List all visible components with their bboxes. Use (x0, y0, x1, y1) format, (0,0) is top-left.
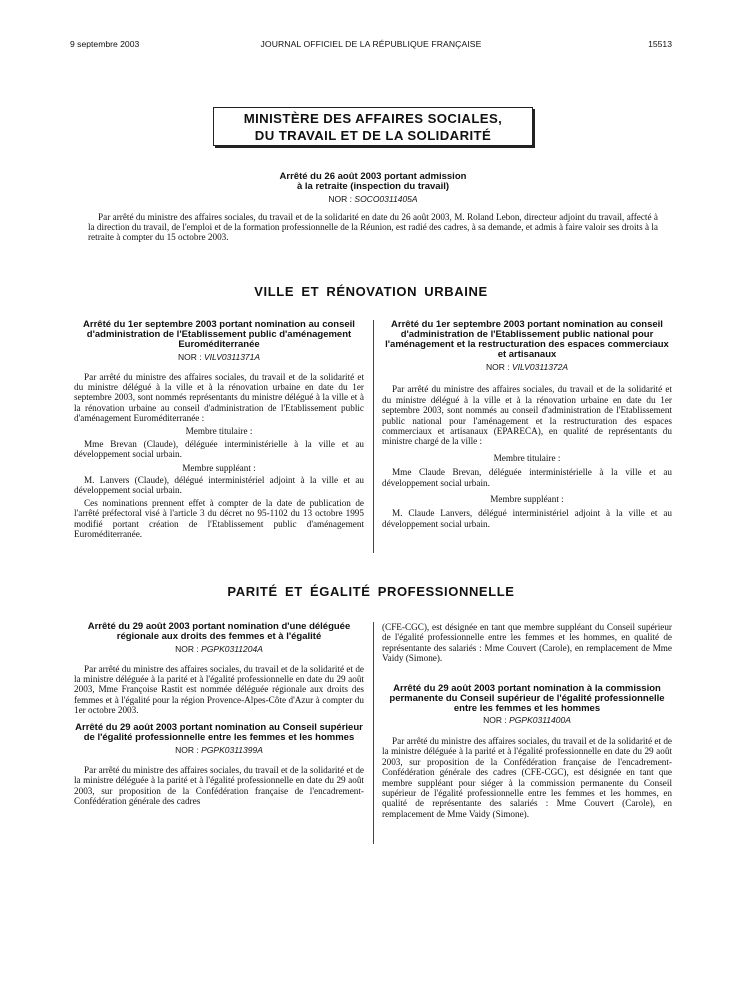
body-paragraph: Par arrêté du ministre des affaires sociales, du travail et de la solidarité et de la ministre déléguée à la parité et à l'égalité professionnelle en date du 29 août 2003, sur proposition de la Confédération française de l'encadrement-Confédération générale des cadres (CFE-CGC), est désignée en tant que membre suppléant pour siéger à la commission permanente du Conseil supérieur de l'égalité professionnelle entre les femmes et les hommes, en qualité de représentante des salariés : Mme Couvert (Carole), en remplacement de Mme Vaidy (Simone). (382, 736, 672, 819)
nor-code: VILV0311371A (203, 351, 261, 362)
ministry-heading-line2: DU TRAVAIL ET DE LA SOLIDARITÉ (254, 128, 492, 143)
arrete-title (88, 172, 658, 192)
journal-title: JOURNAL OFFICIEL DE LA RÉPUBLIQUE FRANÇAISE (260, 39, 482, 49)
body-paragraph-continued: (CFE-CGC), est désignée en tant que membre suppléant du Conseil supérieur de l'égalité professionnelle entre les femmes et les hommes, en qualité de représentante des salariés : Mme Couvert (Carole), en remplacement de Mme Vaidy (Simone). (382, 622, 672, 664)
arrete-title-line2: à la retraite (inspection du travail) (296, 180, 450, 192)
nor-code: VILV0311372A (511, 361, 569, 372)
nor-reference (74, 746, 364, 756)
body-paragraph: Par arrêté du ministre des affaires sociales, du travail et de la solidarité et du ministre délégué à la ville et à la rénovation urbaine en date du 1er septembre 2003, sont nommés représentants du ministre délégué à la ville et à la rénovation urbaine au conseil d'administration de l'Etablissement public d'aménagement Euroméditerranée : (74, 371, 364, 424)
nor-label: NOR : (483, 715, 507, 726)
parite-right-column (382, 622, 672, 819)
arrete-conseil-superieur (74, 723, 364, 806)
arrete-deleguee-regionale (74, 622, 364, 715)
arrete-body: Par arrêté du ministre des affaires sociales, du travail et de la solidarité en date du 26 août 2003, M. Roland Lebon, directeur adjoint du travail, affecté à la direction du travail, de l'emploi et de la formation professionnelle de la Réunion, est radié des cadres, à sa demande, et admis à faire valoir ses droits à la retraite à compter du 15 octobre 2003. (88, 211, 658, 243)
arrete-commission-permanente (382, 684, 672, 820)
nor-code: PGPK0311400A (509, 715, 571, 726)
column-divider (373, 320, 374, 553)
ministry-heading-box (213, 107, 533, 146)
nor-label: NOR : (328, 193, 353, 204)
nor-reference (382, 363, 672, 373)
page-number: 15513 (648, 39, 672, 49)
body-paragraph: Par arrêté du ministre des affaires sociales, du travail et de la solidarité et de la ministre déléguée à la parité et à l'égalité professionnelle en date du 29 août 2003, Mme Françoise Rastit est nommée déléguée régionale aux droits des femmes et à l'égalité pour la région Provence-Alpes-Côte d'Azur à compter du 1er octobre 2003. (74, 663, 364, 716)
nor-reference (88, 195, 658, 205)
body-paragraph: M. Claude Lanvers, délégué interministériel adjoint à la ville et au développement social urbain. (382, 508, 672, 529)
membre-titulaire-label: Membre titulaire : (493, 452, 561, 463)
arrete-title: Arrêté du 29 août 2003 portant nomination au Conseil supérieur de l'égalité professionnelle entre les femmes et les hommes (75, 722, 363, 744)
arrete-title-line1: Arrêté du 26 août 2003 portant admission (279, 171, 467, 182)
arrete-title: Arrêté du 1er septembre 2003 portant nomination au conseil d'administration de l'Etablissement public national pour l'aménagement et la restructuration des espaces commerciaux et artisanaux (385, 319, 669, 360)
arrete-title: Arrêté du 1er septembre 2003 portant nomination au conseil d'administration de l'Etablissement public d'aménagement Euroméditerranée (83, 319, 355, 350)
page-header (70, 40, 672, 52)
body-paragraph: Ces nominations prennent effet à compter de la date de publication de l'arrêté préfectoral visé à l'article 3 du décret no 95-1102 du 13 octobre 1995 modifié portant création de l'Etablissement public d'aménagement Euroméditerranée. (74, 497, 364, 539)
nor-reference (74, 645, 364, 655)
nor-label: NOR : (485, 361, 510, 372)
nor-label: NOR : (177, 351, 202, 362)
parite-left-column (74, 622, 364, 807)
nor-label: NOR : (175, 745, 199, 756)
membre-suppleant-label: Membre suppléant : (182, 462, 256, 473)
body-paragraph: Par arrêté du ministre des affaires sociales, du travail et de la solidarité et du ministre délégué à la ville et à la rénovation urbaine en date du 1er septembre 2003, sont nommés au conseil d'administration de l'Etablissement public national pour l'aménagement et la restructuration des espaces commerciaux et artisanaux (EPARECA), en qualité de représentants du ministre chargé de la ville : (382, 384, 672, 447)
header-date: 9 septembre 2003 (70, 39, 140, 49)
body-paragraph: Mme Brevan (Claude), déléguée interministérielle à la ville et au développement social urbain. (74, 438, 364, 460)
body-paragraph: M. Lanvers (Claude), délégué interministériel adjoint à la ville et au développement social urbain. (74, 475, 364, 496)
nor-code: SOCO0311405A (354, 193, 418, 204)
nor-code: PGPK0311399A (201, 745, 263, 756)
body-paragraph: Mme Claude Brevan, déléguée interministérielle à la ville et au développement social urbain. (382, 467, 672, 488)
arrete-title: Arrêté du 29 août 2003 portant nomination à la commission permanente du Conseil supérieur de l'égalité professionnelle entre les femmes et les hommes (389, 682, 665, 714)
nor-label: NOR : (175, 643, 199, 654)
body-paragraph: Par arrêté du ministre des affaires sociales, du travail et de la solidarité et de la ministre déléguée à la parité et à l'égalité professionnelle en date du 29 août 2003, sur proposition de la Confédération française de l'encadrement-Confédération générale des cadres (74, 765, 364, 807)
membre-titulaire-label: Membre titulaire : (185, 426, 253, 437)
arrete-title: Arrêté du 29 août 2003 portant nomination d'une déléguée régionale aux droits des femmes et à l'égalité (87, 621, 351, 642)
section-title-ville: VILLE ET RÉNOVATION URBAINE (254, 284, 488, 299)
nor-code: PGPK0311204A (201, 643, 263, 654)
arrete-retraite (88, 172, 658, 243)
section-title-parite: PARITÉ ET ÉGALITÉ PROFESSIONNELLE (227, 584, 515, 599)
column-divider (373, 622, 374, 844)
arrete-euromediterranee (74, 320, 364, 539)
nor-reference (382, 716, 672, 726)
membre-suppleant-label: Membre suppléant : (490, 493, 564, 504)
nor-reference (74, 353, 364, 363)
ministry-heading-line1: MINISTÈRE DES AFFAIRES SOCIALES, (243, 111, 503, 126)
arrete-epareca (382, 320, 672, 529)
